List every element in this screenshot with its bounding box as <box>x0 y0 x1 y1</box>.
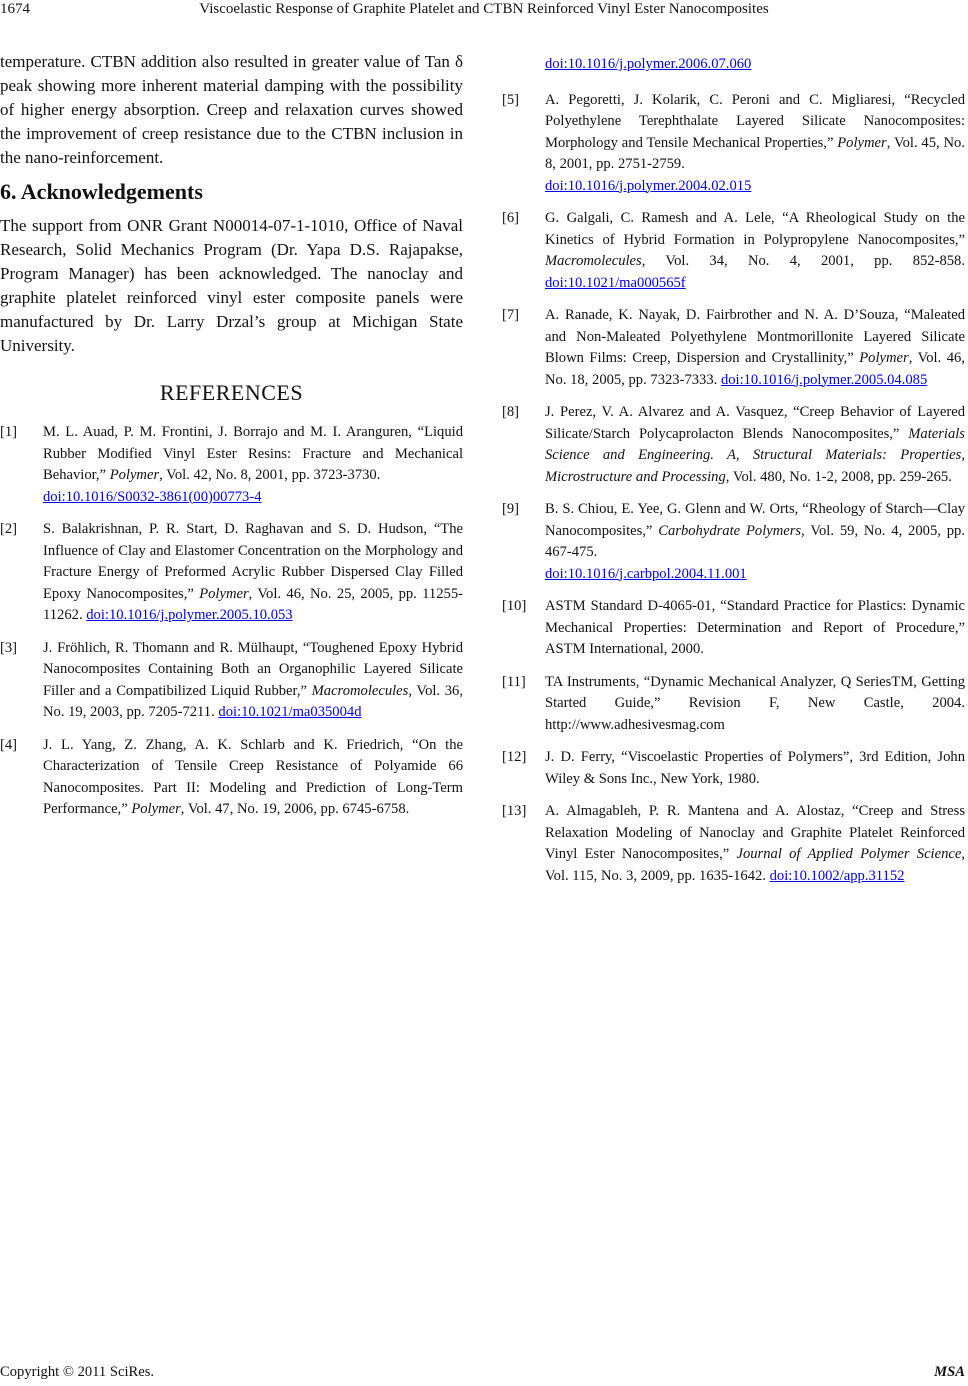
reference-number: [13] <box>502 803 527 819</box>
reference-item <box>502 305 965 391</box>
doi-link[interactable]: doi:10.1021/ma000565f <box>545 274 686 291</box>
journal-name: Polymer <box>837 134 887 151</box>
reference-number: [3] <box>0 639 18 656</box>
reference-text: , Vol. 480, No. 1-2, 2008, pp. 259-265. <box>725 468 952 485</box>
right-column <box>502 54 965 898</box>
journal-name: Polymer <box>131 801 181 817</box>
journal-name: Polymer <box>199 585 249 602</box>
reference-number: [4] <box>0 736 18 753</box>
reference-item <box>502 402 965 488</box>
reference-text: , Vol. 36, No. 19, 2003, pp. 7205-7211. <box>43 682 463 720</box>
conclusion-paragraph: temperature. CTBN addition also resulted in greater value of Tan δ peak showing more inherent material damping with the possibility of higher energy absorption. Creep and relaxation curves showed the improvement of creep resistance due to the CTBN inclusion in the nano-reinforcement. <box>0 52 463 167</box>
reference-item <box>502 672 965 737</box>
journal-name: Carbohydrate Polymers <box>658 522 802 539</box>
doi-link[interactable]: doi:10.1016/j.polymer.2005.04.085 <box>720 371 928 388</box>
reference-text: J. L. Yang, Z. Zhang, A. K. Schlarb and K. Friedrich, “On the Characterization of Tensile Creep Resistance of Polyamide 66 Nanocomposites. Part II: Modeling and Prediction of Long-Term Performance,” <box>43 736 463 817</box>
reference-item-continued <box>502 54 965 76</box>
reference-text: A. Pegoretti, J. Kolarik, C. Peroni and C. Migliaresi, “Recycled Polyethylene Terephthalate Layered Silicate Nanocomposites: Morphology and Tensile Mechanical Properties,” <box>545 91 965 151</box>
doi-link[interactable]: doi:10.1016/j.carbpol.2004.11.001 <box>545 565 747 582</box>
reference-item <box>0 422 463 508</box>
reference-text: M. L. Auad, P. M. Frontini, J. Borrajo and M. I. Aranguren, “Liquid Rubber Modified Vinyl Ester Resins: Fracture and Mechanical Behavior,” <box>43 424 463 483</box>
reference-text: J. D. Ferry, “Viscoelastic Properties of Polymers”, 3rd Edition, John Wiley & Sons Inc., New York, 1980. <box>545 749 965 787</box>
reference-text: TA Instruments, “Dynamic Mechanical Analyzer, Q SeriesTM, Getting Started Guide,” Revision F, New Castle, 2004. http://www.adhesivesmag.com <box>545 673 965 733</box>
running-title: Viscoelastic Response of Graphite Platelet and CTBN Reinforced Vinyl Ester Nanocomposites <box>199 1 769 17</box>
acknowledgements-paragraph: The support from ONR Grant N00014-07-1-1010, Office of Naval Research, Solid Mechanics Program (Dr. Yapa D.S. Rajapakse, Program Manager) has been acknowledged. The nanoclay and graphite platelet reinforced vinyl ester composite panels were manufactured by Dr. Larry Drzal’s group at Michigan State University. <box>0 216 463 355</box>
reference-number: [6] <box>502 210 520 226</box>
left-column <box>0 50 463 832</box>
reference-text: , Vol. 46, No. 18, 2005, pp. 7323-7333. <box>545 350 965 388</box>
doi-link[interactable]: doi:10.1016/S0032-3861(00)00773-4 <box>43 488 262 505</box>
reference-number: [9] <box>502 501 520 517</box>
reference-number: [12] <box>502 749 527 765</box>
reference-text: A. Almagableh, P. R. Mantena and A. Alostaz, “Creep and Stress Relaxation Modeling of Nanoclay and Graphite Platelet Reinforced Vinyl Ester Nanocomposites,” <box>545 803 965 862</box>
reference-text: ASTM Standard D-4065-01, “Standard Practice for Plastics: Dynamic Mechanical Properties: Determination and Report of Procedure,” ASTM International, 2000. <box>545 598 965 657</box>
reference-text: B. S. Chiou, E. Yee, G. Glenn and W. Orts, “Rheology of Starch—Clay Nanocomposites,” <box>545 501 965 539</box>
doi-link[interactable]: doi:10.1002/app.31152 <box>769 867 905 884</box>
doi-link[interactable]: doi:10.1016/j.polymer.2004.02.015 <box>545 177 752 194</box>
reference-text: , Vol. 46, No. 25, 2005, pp. 11255-11262. <box>43 585 463 623</box>
reference-number: [10] <box>502 598 527 614</box>
reference-item <box>0 735 463 821</box>
reference-number: [1] <box>0 424 18 440</box>
journal-name: Materials Science and Engineering. A, Structural Materials: Properties, Microstructure and Processing <box>545 425 965 485</box>
doi-link[interactable]: doi:10.1016/j.polymer.2005.10.053 <box>86 607 293 623</box>
reference-text: , Vol. 34, No. 4, 2001, pp. 852-858. <box>641 253 965 269</box>
acknowledgements-heading: 6. Acknowledgements <box>0 179 203 204</box>
reference-item <box>0 638 463 724</box>
doi-link[interactable]: doi:10.1021/ma035004d <box>218 704 362 720</box>
journal-name: Polymer <box>859 350 909 366</box>
journal-name: Macromolecules <box>545 253 642 269</box>
reference-number: [11] <box>502 673 526 690</box>
reference-item <box>502 801 965 887</box>
reference-item <box>502 596 965 661</box>
reference-item <box>502 747 965 790</box>
doi-link[interactable]: doi:10.1016/j.polymer.2006.07.060 <box>545 56 752 72</box>
reference-text: G. Galgali, C. Ramesh and A. Lele, “A Rheological Study on the Kinetics of Hybrid Formation in Polypropylene Nanocomposites,” <box>545 210 965 248</box>
copyright-notice: Copyright © 2011 SciRes. <box>0 1364 155 1380</box>
reference-number: [8] <box>502 404 520 420</box>
reference-text: , Vol. 47, No. 19, 2006, pp. 6745-6758. <box>180 801 410 817</box>
reference-text: S. Balakrishnan, P. R. Start, D. Raghavan and S. D. Hudson, “The Influence of Clay and Elastomer Concentration on the Morphology and Fracture Energy of Preformed Acrylic Rubber Dispersed Clay Filled Epoxy Nanocomposites,” <box>43 521 463 602</box>
reference-item <box>502 90 965 198</box>
reference-item <box>0 519 463 627</box>
reference-text: , Vol. 59, No. 4, 2005, pp. 467-475. <box>545 522 965 560</box>
page-header <box>0 0 968 22</box>
journal-name: Polymer <box>109 467 160 483</box>
reference-text: A. Ranade, K. Nayak, D. Fairbrother and N. A. D’Souza, “Maleated and Non-Maleated Polyethylene Montmorillonite Layered Silicate Blown Films: Creep, Dispersion and Crystallinity,” <box>545 307 965 366</box>
reference-text: J. Fröhlich, R. Thomann and R. Mülhaupt, “Toughened Epoxy Hybrid Nanocomposites Containing Both an Organophilic Layered Silicate Filler and a Compatibilized Liquid Rubber,” <box>43 639 463 699</box>
reference-text: , Vol. 45, No. 8, 2001, pp. 2751-2759. <box>545 134 965 172</box>
reference-text: J. Perez, V. A. Alvarez and A. Vasquez, “Creep Behavior of Layered Silicate/Starch Polycaprolacton Blends Nanocomposites,” <box>545 404 965 442</box>
journal-abbreviation: MSA <box>934 1364 965 1380</box>
page-number: 1674 <box>0 1 30 17</box>
reference-number: [5] <box>502 91 520 108</box>
reference-text: , Vol. 115, No. 3, 2009, pp. 1635-1642. <box>545 846 965 884</box>
reference-item <box>502 499 965 585</box>
reference-number: [7] <box>502 307 520 323</box>
journal-name: Macromolecules <box>311 682 409 699</box>
references-heading: REFERENCES <box>159 380 304 405</box>
journal-name: Journal of Applied Polymer Science <box>736 846 962 862</box>
reference-item <box>502 208 965 294</box>
reference-text: , Vol. 42, No. 8, 2001, pp. 3723-3730. <box>159 467 381 483</box>
reference-number: [2] <box>0 521 18 537</box>
